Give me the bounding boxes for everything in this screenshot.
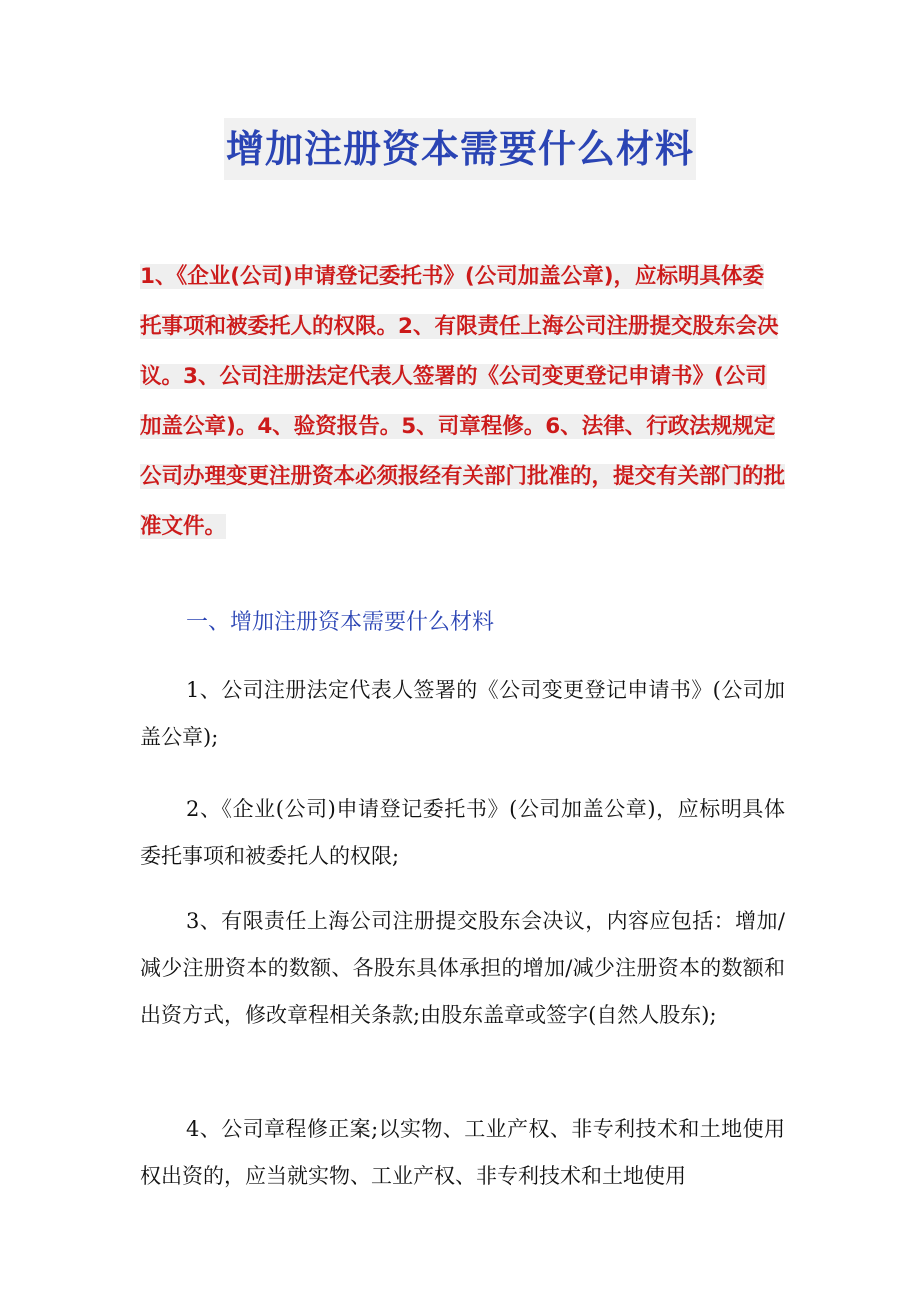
body-paragraph-1: 1、公司注册法定代表人签署的《公司变更登记申请书》(公司加盖公章); <box>140 678 785 749</box>
body-paragraph-2: 2、《企业(公司)申请登记委托书》(公司加盖公章)，应标明具体委托事项和被委托人的权限; <box>140 797 785 868</box>
document-title: 增加注册资本需要什么材料 <box>224 118 696 180</box>
body-paragraph-4: 4、公司章程修正案;以实物、工业产权、非专利技术和土地使用权出资的，应当就实物、工业产权、非专利技术和土地使用 <box>140 1117 785 1188</box>
title-container <box>0 118 920 180</box>
section-heading: 一、增加注册资本需要什么材料 <box>186 610 495 635</box>
summary-text: 1、《企业(公司)申请登记委托书》(公司加盖公章)，应标明具体委托事项和被委托人的权限。2、有限责任上海公司注册提交股东会决议。3、公司注册法定代表人签署的《公司变更登记申请书》(公司加盖公章)。4、验资报告。5、司章程修。6、法律、行政法规规定公司办理变更注册资本必须报经有关部门批准的，提交有关部门的批准文件。 <box>140 264 786 539</box>
body-paragraph-3: 3、有限责任上海公司注册提交股东会决议，内容应包括：增加/减少注册资本的数额、各股东具体承担的增加/减少注册资本的数额和出资方式，修改章程相关条款;由股东盖章或签字(自然人股东); <box>140 909 785 1027</box>
summary-paragraph <box>140 252 785 552</box>
